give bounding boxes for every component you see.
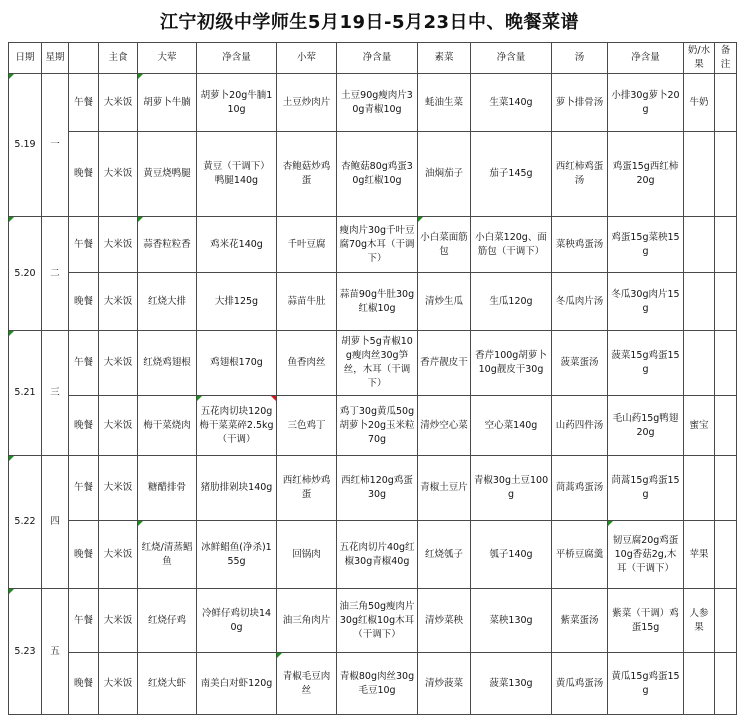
vegetable-cell[interactable]: 蚝油生菜 (418, 74, 471, 132)
table-row (9, 396, 737, 456)
soup-qty-cell[interactable]: 韧豆腐20g鸡蛋10g香菇2g,木耳（干调下） (608, 521, 684, 589)
header-soup-qty: 净含量 (608, 43, 684, 74)
veg-qty-cell[interactable]: 香芹100g胡萝卜10g靓皮干30g (471, 331, 552, 396)
milk-fruit-cell[interactable]: 蜜宝 (684, 396, 715, 456)
weekday-cell[interactable]: 一 (42, 74, 69, 217)
soup-cell[interactable]: 山药四件汤 (552, 396, 608, 456)
staple-cell[interactable]: 大米饭 (99, 217, 138, 273)
milk-fruit-cell[interactable] (684, 456, 715, 521)
page-title: 江宁初级中学师生5月19日-5月23日中、晚餐菜谱 (159, 12, 580, 33)
side-qty-cell[interactable]: 五花肉切片40g红椒30g青椒40g (337, 521, 418, 589)
note-cell[interactable] (715, 396, 737, 456)
main-dish-cell[interactable]: 红烧大排 (138, 273, 197, 331)
soup-qty-cell[interactable]: 鸡蛋15g西红柿20g (608, 132, 684, 217)
soup-qty-cell[interactable]: 紫菜（干调）鸡蛋15g (608, 589, 684, 653)
main-dish-cell[interactable]: 梅干菜烧肉 (138, 396, 197, 456)
staple-cell[interactable]: 大米饭 (99, 456, 138, 521)
meal-cell[interactable]: 午餐 (69, 456, 99, 521)
staple-cell[interactable]: 大米饭 (99, 331, 138, 396)
main-qty-cell[interactable]: 冰鲜鲳鱼(净杀)155g (197, 521, 277, 589)
main-dish-cell[interactable]: 糖醋排骨 (138, 456, 197, 521)
veg-qty-cell[interactable]: 生菜140g (471, 74, 552, 132)
vegetable-cell[interactable]: 清炒空心菜 (418, 396, 471, 456)
note-cell[interactable] (715, 589, 737, 653)
side-dish-cell[interactable]: 油三角肉片 (277, 589, 337, 653)
milk-fruit-cell[interactable]: 苹果 (684, 521, 715, 589)
soup-cell[interactable]: 冬瓜肉片汤 (552, 273, 608, 331)
main-dish-cell[interactable]: 红烧/清蒸鲳鱼 (138, 521, 197, 589)
soup-cell[interactable]: 萝卜排骨汤 (552, 74, 608, 132)
soup-qty-cell[interactable]: 黄瓜15g鸡蛋15g (608, 653, 684, 715)
staple-cell[interactable]: 大米饭 (99, 396, 138, 456)
side-qty-cell[interactable]: 土豆90g瘦肉片30g青椒10g (337, 74, 418, 132)
staple-cell[interactable]: 大米饭 (99, 74, 138, 132)
side-dish-cell[interactable]: 杏鲍菇炒鸡蛋 (277, 132, 337, 217)
main-dish-cell[interactable]: 红烧大虾 (138, 653, 197, 715)
main-qty-cell[interactable]: 五花肉切块120g梅干菜菜碎2.5kg（干调） (197, 396, 277, 456)
menu-table (8, 42, 737, 715)
main-qty-cell[interactable]: 大排125g (197, 273, 277, 331)
veg-qty-cell[interactable]: 小白菜120g、面筋包（干调下） (471, 217, 552, 273)
main-qty-cell[interactable]: 冷鲜仔鸡切块140g (197, 589, 277, 653)
main-dish-cell[interactable]: 胡萝卜牛腩 (138, 74, 197, 132)
milk-fruit-cell[interactable] (684, 653, 715, 715)
veg-qty-cell[interactable]: 菜秧130g (471, 589, 552, 653)
soup-qty-cell[interactable]: 菠菜15g鸡蛋15g (608, 331, 684, 396)
meal-cell[interactable]: 晚餐 (69, 653, 99, 715)
side-dish-cell[interactable]: 鱼香肉丝 (277, 331, 337, 396)
meal-cell[interactable]: 午餐 (69, 217, 99, 273)
side-dish-cell[interactable]: 千叶豆腐 (277, 217, 337, 273)
date-cell[interactable]: 5.22 (9, 456, 42, 589)
side-qty-cell[interactable]: 蒜苗90g牛肚30g红椒10g (337, 273, 418, 331)
table-row (9, 217, 737, 273)
vegetable-cell[interactable]: 清炒菜秧 (418, 589, 471, 653)
note-cell[interactable] (715, 217, 737, 273)
meal-cell[interactable]: 晚餐 (69, 273, 99, 331)
vegetable-cell[interactable]: 红烧瓠子 (418, 521, 471, 589)
soup-cell[interactable]: 茼蒿鸡蛋汤 (552, 456, 608, 521)
meal-cell[interactable]: 午餐 (69, 74, 99, 132)
soup-cell[interactable]: 平桥豆腐羹 (552, 521, 608, 589)
table-row (9, 132, 737, 217)
soup-cell[interactable]: 菜秧鸡蛋汤 (552, 217, 608, 273)
table-row (9, 653, 737, 715)
main-qty-cell[interactable]: 鸡米花140g (197, 217, 277, 273)
meal-cell[interactable]: 晚餐 (69, 132, 99, 217)
date-cell[interactable]: 5.20 (9, 217, 42, 331)
soup-qty-cell[interactable]: 茼蒿15g鸡蛋15g (608, 456, 684, 521)
milk-fruit-cell[interactable] (684, 217, 715, 273)
side-dish-cell[interactable]: 土豆炒肉片 (277, 74, 337, 132)
side-qty-cell[interactable]: 胡萝卜5g青椒10g瘦肉丝30g笋丝，木耳（干调下） (337, 331, 418, 396)
milk-fruit-cell[interactable]: 牛奶 (684, 74, 715, 132)
main-dish-cell[interactable]: 红烧鸡翅根 (138, 331, 197, 396)
soup-cell[interactable]: 菠菜蛋汤 (552, 331, 608, 396)
note-cell[interactable] (715, 273, 737, 331)
main-dish-cell[interactable]: 红烧仔鸡 (138, 589, 197, 653)
main-qty-cell[interactable]: 南美白对虾120g (197, 653, 277, 715)
table-row (9, 589, 737, 653)
table-row (9, 74, 737, 132)
vegetable-cell[interactable]: 油焖茄子 (418, 132, 471, 217)
side-dish-cell[interactable]: 西红柿炒鸡蛋 (277, 456, 337, 521)
weekday-cell[interactable]: 五 (42, 589, 69, 715)
meal-cell[interactable]: 午餐 (69, 589, 99, 653)
staple-cell[interactable]: 大米饭 (99, 653, 138, 715)
staple-cell[interactable]: 大米饭 (99, 132, 138, 217)
meal-cell[interactable]: 午餐 (69, 331, 99, 396)
table-row (9, 521, 737, 589)
veg-qty-cell[interactable]: 生瓜120g (471, 273, 552, 331)
header-main-qty: 净含量 (197, 43, 277, 74)
header-date: 日期 (9, 43, 42, 74)
header-staple: 主食 (99, 43, 138, 74)
header-soup: 汤 (552, 43, 608, 74)
weekday-cell[interactable]: 四 (42, 456, 69, 589)
veg-qty-cell[interactable]: 青椒30g土豆100g (471, 456, 552, 521)
header-milk-fruit: 奶/水果 (684, 43, 715, 74)
soup-cell[interactable]: 黄瓜鸡蛋汤 (552, 653, 608, 715)
staple-cell[interactable]: 大米饭 (99, 521, 138, 589)
vegetable-cell[interactable]: 清炒生瓜 (418, 273, 471, 331)
header-vegetable: 素菜 (418, 43, 471, 74)
note-cell[interactable] (715, 331, 737, 396)
staple-cell[interactable]: 大米饭 (99, 589, 138, 653)
side-dish-cell[interactable]: 青椒毛豆肉丝 (277, 653, 337, 715)
milk-fruit-cell[interactable] (684, 331, 715, 396)
veg-qty-cell[interactable]: 空心菜140g (471, 396, 552, 456)
table-row (9, 456, 737, 521)
date-cell[interactable]: 5.19 (9, 74, 42, 217)
main-qty-cell[interactable]: 胡萝卜20g牛腩110g (197, 74, 277, 132)
vegetable-cell[interactable]: 青椒土豆片 (418, 456, 471, 521)
vegetable-cell[interactable]: 小白菜面筋包 (418, 217, 471, 273)
main-dish-cell[interactable]: 黄豆烧鸭腿 (138, 132, 197, 217)
soup-cell[interactable]: 西红柿鸡蛋汤 (552, 132, 608, 217)
meal-cell[interactable]: 晚餐 (69, 396, 99, 456)
date-cell[interactable]: 5.21 (9, 331, 42, 456)
milk-fruit-cell[interactable]: 人参果 (684, 589, 715, 653)
soup-qty-cell[interactable]: 鸡蛋15g菜秧15g (608, 217, 684, 273)
side-dish-cell[interactable]: 蒜苗牛肚 (277, 273, 337, 331)
main-qty-cell[interactable]: 鸡翅根170g (197, 331, 277, 396)
side-qty-cell[interactable]: 青椒80g肉丝30g毛豆10g (337, 653, 418, 715)
header-side-dish: 小荤 (277, 43, 337, 74)
veg-qty-cell[interactable]: 菠菜130g (471, 653, 552, 715)
milk-fruit-cell[interactable] (684, 132, 715, 217)
note-cell[interactable] (715, 653, 737, 715)
table-row (9, 331, 737, 396)
vegetable-cell[interactable]: 香芹靓皮干 (418, 331, 471, 396)
header-meal (69, 43, 99, 74)
header-weekday: 星期 (42, 43, 69, 74)
weekday-cell[interactable]: 三 (42, 331, 69, 456)
soup-qty-cell[interactable]: 小排30g萝卜20g (608, 74, 684, 132)
side-qty-cell[interactable]: 杏鲍菇80g鸡蛋30g红椒10g (337, 132, 418, 217)
header-main-dish: 大荤 (138, 43, 197, 74)
side-dish-cell[interactable]: 回锅肉 (277, 521, 337, 589)
soup-cell[interactable]: 紫菜蛋汤 (552, 589, 608, 653)
note-cell[interactable] (715, 521, 737, 589)
header-veg-qty: 净含量 (471, 43, 552, 74)
soup-qty-cell[interactable]: 冬瓜30g肉片15g (608, 273, 684, 331)
main-qty-cell[interactable]: 黄豆（干调下）鸭腿140g (197, 132, 277, 217)
note-cell[interactable] (715, 132, 737, 217)
veg-qty-cell[interactable]: 瓠子140g (471, 521, 552, 589)
meal-cell[interactable]: 晚餐 (69, 521, 99, 589)
vegetable-cell[interactable]: 清炒菠菜 (418, 653, 471, 715)
side-dish-cell[interactable]: 三色鸡丁 (277, 396, 337, 456)
main-dish-cell[interactable]: 蒜香粒粒香 (138, 217, 197, 273)
note-cell[interactable] (715, 74, 737, 132)
side-qty-cell[interactable]: 鸡丁30g黄瓜50g胡萝卜20g玉米粒70g (337, 396, 418, 456)
weekday-cell[interactable]: 二 (42, 217, 69, 331)
staple-cell[interactable]: 大米饭 (99, 273, 138, 331)
side-qty-cell[interactable]: 瘦肉片30g千叶豆腐70g木耳（干调下） (337, 217, 418, 273)
side-qty-cell[interactable]: 西红柿120g鸡蛋30g (337, 456, 418, 521)
table-row (9, 273, 737, 331)
side-qty-cell[interactable]: 油三角50g瘦肉片30g红椒10g木耳（干调下） (337, 589, 418, 653)
header-note: 备注 (715, 43, 737, 74)
header-row (9, 43, 737, 74)
milk-fruit-cell[interactable] (684, 273, 715, 331)
veg-qty-cell[interactable]: 茄子145g (471, 132, 552, 217)
main-qty-cell[interactable]: 猪肋排剁块140g (197, 456, 277, 521)
date-cell[interactable]: 5.23 (9, 589, 42, 715)
header-side-qty: 净含量 (337, 43, 418, 74)
soup-qty-cell[interactable]: 毛山药15g鸭翅20g (608, 396, 684, 456)
note-cell[interactable] (715, 456, 737, 521)
